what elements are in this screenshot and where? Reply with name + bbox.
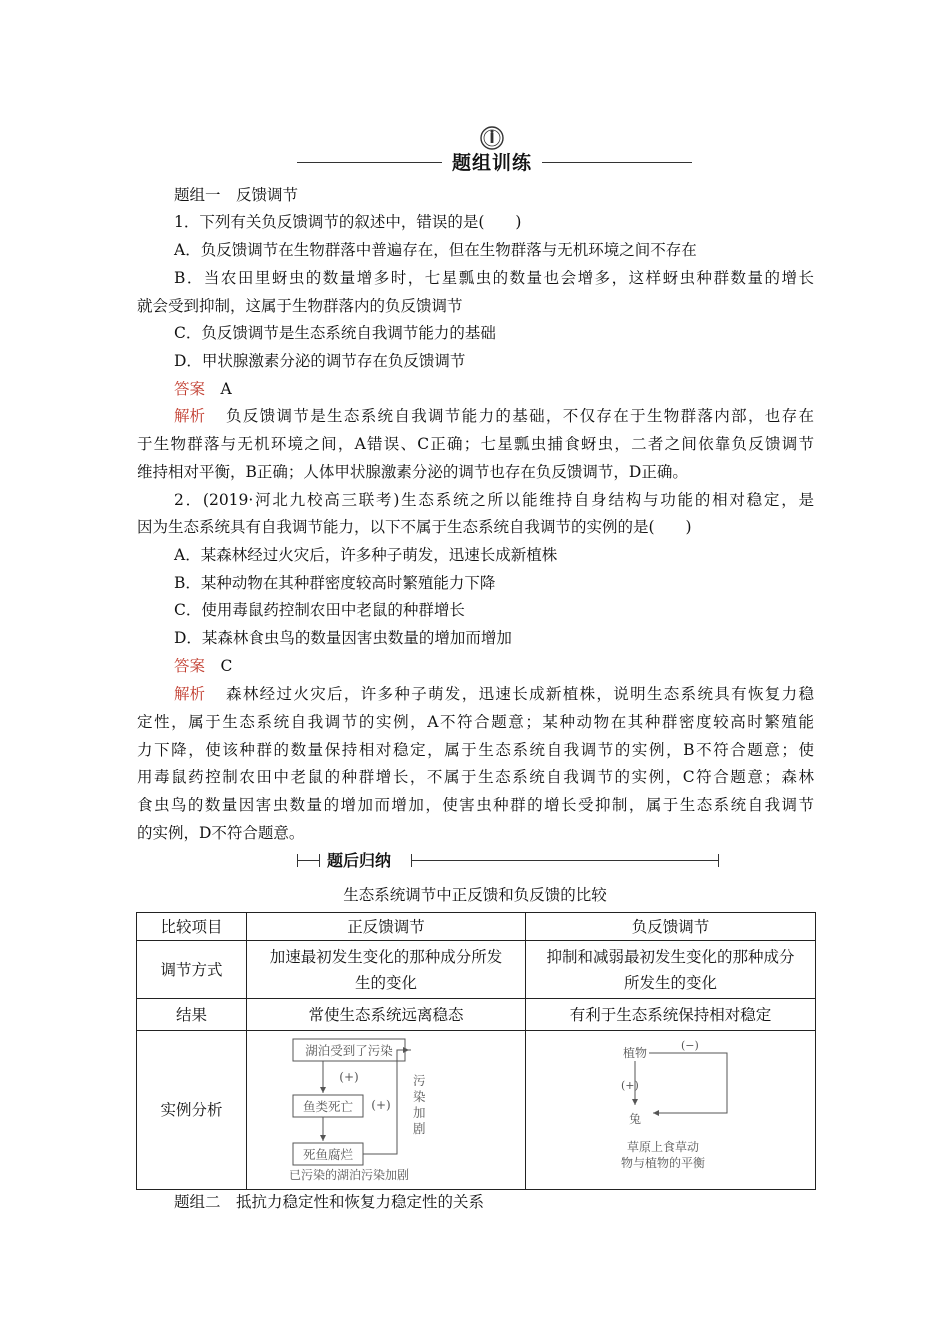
negative-feedback-diagram [526, 1031, 816, 1190]
header-rule-right [542, 162, 692, 163]
answer-label: 答案 [174, 657, 206, 675]
q1-analysis-line3: 维持相对平衡，B正确；人体甲状腺激素分泌的调节也存在负反馈调节，D正确。 [137, 463, 688, 481]
plus-label: (+) [339, 1070, 359, 1084]
q1-analysis-label [174, 406, 205, 426]
q2-analysis-label [174, 684, 205, 704]
q2-option-c: C．使用毒鼠药控制农田中老鼠的种群增长 [174, 601, 465, 619]
q2-answer [174, 656, 232, 676]
table-row [137, 941, 816, 999]
group-title: 题组一 反馈调节 [174, 186, 299, 204]
q1-analysis-line2: 于生物群落与无机环境之间，A错误、C正确；七星瓢虫捕食蚜虫，二者之间依靠负反馈调节 [137, 435, 814, 453]
row-label: 结果 [137, 999, 247, 1031]
cell-negative: 有利于生态系统保持相对稳定 [526, 999, 816, 1031]
node-plant: 植物 [622, 1046, 647, 1060]
q2-option-d: D．某森林食虫鸟的数量因害虫数量的增加而增加 [174, 629, 512, 647]
analysis-label: 解析 [174, 407, 206, 425]
box-fish-death-text: 鱼类死亡 [303, 1099, 354, 1114]
plus-label: (+) [371, 1098, 391, 1112]
diagram-caption: 物与植物的平衡 [620, 1156, 705, 1170]
node-rabbit: 兔 [628, 1112, 641, 1126]
side-label-char: 染 [413, 1089, 426, 1104]
box-dead-fish-rot-text: 死鱼腐烂 [303, 1147, 354, 1162]
section-title: 题组训练 [451, 152, 532, 174]
answer-value: C [220, 657, 233, 675]
side-label-char: 加 [413, 1105, 426, 1120]
table-caption: 生态系统调节中正反馈和负反馈的比较 [343, 886, 607, 904]
q2-analysis-line1: 森林经过火灾后，许多种子萌发，迅速长成新植株，说明生态系统具有恢复力稳 [226, 685, 814, 703]
q2-stem-line2: 因为生态系统具有自我调节能力，以下不属于生态系统自我调节的实例的是( ) [137, 518, 692, 536]
header-cell: 比较项目 [137, 913, 247, 941]
q2-analysis-line3: 力下降，使该种群的数量保持相对稳定，属于生态系统自我调节的实例，B不符合题意；使 [137, 741, 814, 759]
group-title: 题组二 抵抗力稳定性和恢复力稳定性的关系 [174, 1193, 485, 1211]
q2-option-a: A．某森林经过火灾后，许多种子萌发，迅速长成新植株 [174, 546, 558, 564]
q2-option-b: B．某种动物在其种群密度较高时繁殖能力下降 [174, 574, 496, 592]
diagram-caption: 已污染的湖泊污染加剧 [289, 1168, 410, 1181]
side-label-char: 污 [413, 1073, 426, 1088]
q1-stem: 1．下列有关负反馈调节的叙述中，错误的是( ) [174, 213, 522, 231]
row-label: 实例分析 [137, 1031, 247, 1190]
summary-heading-text: 题后归纳 [327, 851, 392, 870]
header-cell: 正反馈调节 [247, 913, 526, 941]
cell-positive: 加速最初发生变化的那种成分所发 生的变化 [247, 941, 526, 999]
cell-negative: 抑制和减弱最初发生变化的那种成分 所发生的变化 [526, 941, 816, 999]
comparison-table [136, 912, 816, 1190]
table-header-row [137, 913, 816, 941]
header-cell: 负反馈调节 [526, 913, 816, 941]
positive-feedback-svg [251, 1031, 521, 1181]
diagram-caption: 草原上食草动 [626, 1140, 699, 1154]
positive-feedback-diagram [247, 1031, 526, 1190]
answer-value: A [220, 380, 232, 398]
answer-label: 答案 [174, 380, 206, 398]
table-row [137, 999, 816, 1031]
q1-option-a: A．负反馈调节在生物群落中普遍存在，但在生物群落与无机环境之间不存在 [174, 241, 697, 259]
q2-analysis-line6: 的实例，D不符合题意。 [137, 824, 305, 842]
q1-option-c: C．负反馈调节是生态系统自我调节能力的基础 [174, 324, 496, 342]
q1-option-b-cont: 就会受到抑制，这属于生物群落内的负反馈调节 [137, 297, 463, 315]
minus-label: (−) [680, 1039, 699, 1052]
side-label-char: 剧 [413, 1121, 426, 1136]
q1-option-d: D．甲状腺激素分泌的调节存在负反馈调节 [174, 352, 466, 370]
box-lake-polluted-text: 湖泊受到了污染 [305, 1043, 393, 1058]
q1-answer [174, 379, 232, 399]
plus-label: (+) [620, 1079, 639, 1092]
q2-analysis-line5: 食虫鸟的数量因害虫数量的增加而增加，使害虫种群的增长受抑制，属于生态系统自我调节 [137, 796, 814, 814]
summary-heading [297, 850, 719, 872]
table-row [137, 1031, 816, 1190]
q1-option-b: B．当农田里蚜虫的数量增多时，七星瓢虫的数量也会增多，这样蚜虫种群数量的增长 [174, 269, 814, 287]
analysis-label: 解析 [174, 685, 206, 703]
row-label: 调节方式 [137, 941, 247, 999]
q1-analysis-line1: 负反馈调节是生态系统自我调节能力的基础，不仅存在于生物群落内部，也存在 [226, 407, 814, 425]
header-rule-left [297, 162, 442, 163]
q2-stem-line1: 2．(2019·河北九校高三联考)生态系统之所以能维持自身结构与功能的相对稳定，是 [174, 491, 814, 509]
q2-analysis-line2: 定性，属于生态系统自我调节的实例，A不符合题意；某种动物在其种群密度较高时繁殖能 [137, 713, 814, 731]
cell-positive: 常使生态系统远离稳态 [247, 999, 526, 1031]
negative-feedback-svg [531, 1031, 811, 1181]
q2-analysis-line4: 用毒鼠药控制农田中老鼠的种群增长，不属于生态系统自我调节的实例，C符合题意；森林 [137, 768, 814, 786]
